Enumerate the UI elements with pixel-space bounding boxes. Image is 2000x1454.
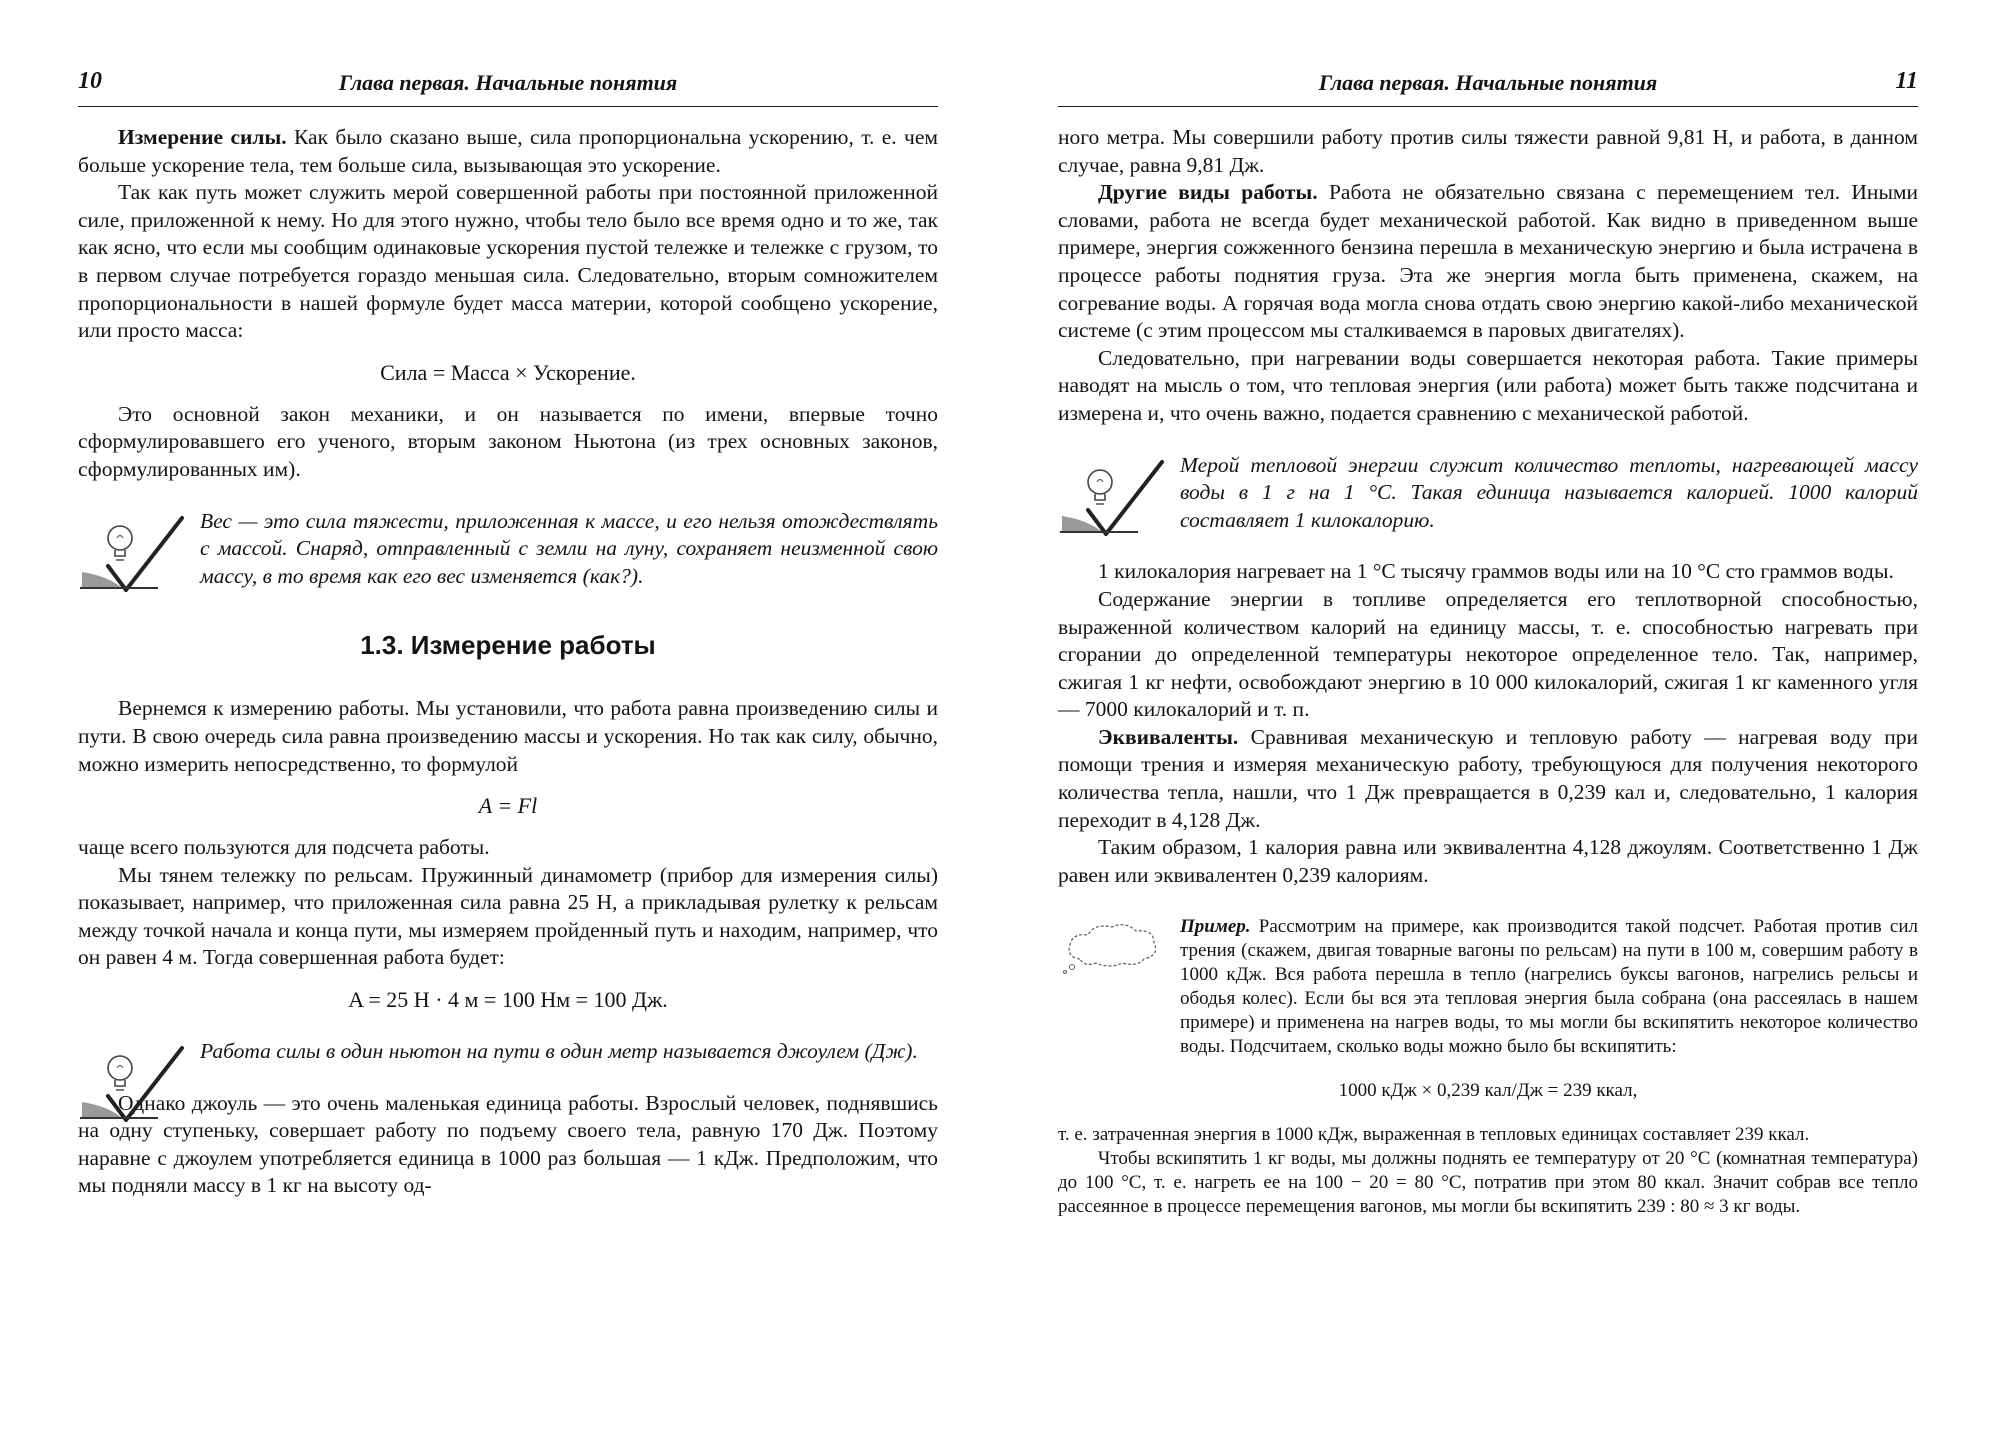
formula-force: Сила = Масса × Ускорение. xyxy=(380,359,636,385)
run-in-heading: Измерение силы. xyxy=(118,125,287,149)
run-in-heading: Эквиваленты. xyxy=(1098,724,1239,749)
note-calorie xyxy=(1058,452,1918,535)
note-weight xyxy=(78,508,938,591)
paragraph-meter: ного метра. Мы совершили работу против силы тяжести равной 9,81 Н, и работа, в данном случае, равна 9,81 Дж. xyxy=(1058,125,1918,177)
paragraph-often: чаще всего пользуются для подсчета работы. xyxy=(78,835,490,860)
left-running-head xyxy=(78,66,938,107)
paragraph-thus: Таким образом, 1 калория равна или эквивалентна 4,128 джоулям. Соответственно 1 Дж равен или эквивалентен 0,239 калориям. xyxy=(1058,835,1918,887)
section-heading: 1.3. Измерение работы xyxy=(360,630,656,661)
run-in-heading: Другие виды работы. xyxy=(1098,180,1318,205)
example-spent: т. е. затраченная энергия в 1000 кДж, выраженная в тепловых единицах составляет 239 ккал. xyxy=(1058,1124,1810,1146)
note-joule-text: Работа силы в один ньютон на пути в один метр называется джоулем (Дж). xyxy=(200,1039,918,1064)
left-page xyxy=(78,0,938,1454)
note-weight-text: Вес — это сила тяжести, приложенная к массе, и его нельзя отождествлять с массой. Снаряд, отправленный с земли на луну, сохраняет неизменной свою массу, в то время как его вес изменяется (как?). xyxy=(200,508,938,588)
right-page-content xyxy=(1058,124,1918,1219)
example-formula: 1000 кДж × 0,239 кал/Дж = 239 ккал, xyxy=(1338,1080,1638,1102)
right-page xyxy=(1058,0,1918,1454)
paragraph-heating: Следовательно, при нагревании воды совершается некоторая работа. Такие примеры наводят на мысль о том, что тепловая энергия (или работа) может быть также подсчитана и измерена и, что очень важно, подается сравнению с механической работой. xyxy=(1058,345,1918,425)
right-running-head xyxy=(1058,66,1918,107)
example-lead: Пример. xyxy=(1180,916,1251,938)
paragraph-kcal: 1 килокалория нагревает на 1 °С тысячу граммов воды или на 10 °С сто граммов воды. xyxy=(1098,559,1894,584)
paragraph-equivalents: Эквиваленты. Сравнивая механическую и тепловую работу — нагревая воду при помощи трения и измеряя механическую работу, требующуюся для получения некоторого количества тепла, нашли, что 1 Дж превращается в 0,239 кал и, следовательно, 1 калория переходит в 4,128 Дж. xyxy=(1058,724,1918,832)
thought-cloud-icon xyxy=(1058,919,1168,975)
formula-work: A = Fl xyxy=(478,793,538,819)
paragraph-pull: Мы тянем тележку по рельсам. Пружинный динамометр (прибор для измерения силы) показывает, например, что приложенная сила равна 25 Н, а прикладывая рулетку к рельсам между точкой начала и конца пути, мы измеряем пройденный путь и находим, например, что он равен 4 м. Тогда совершенная работа будет: xyxy=(78,862,938,970)
example-text: Пример. Рассмотрим на примере, как производится такой подсчет. Работая против сил трения (скажем, двигая товарные вагоны по рельсам) на пути в 100 м, совершим работу в 1000 кДж. Вся работа перешла в тепло (нагрелись буксы вагонов, нагрелись рельсы и ободья колес). Если бы вся эта тепловая энергия была собрана (она рассеялась в нашем примере) и применена на нагрев воды, то мы могли бы вскипятить некоторое количество воды. Подсчитаем, сколько воды можно было бы вскипятить: xyxy=(1180,916,1918,1058)
paragraph-path: Так как путь может служить мерой совершенной работы при постоянной приложенной силе, приложенной к нему. Но для этого нужно, чтобы тело было все время одно и то же, так как ясно, что если мы сообщим одинаковые ускорения пустой тележке и тележке с грузом, то в первом случае потребуется гораздо меньшая сила. Следовательно, вторым сомножителем пропорциональности в нашей формуле будет масса материи, которой сообщено ускорение, или просто масса: xyxy=(78,180,938,343)
lightbulb-check-icon xyxy=(78,1044,186,1122)
example-block xyxy=(1058,915,1918,1219)
formula-work-value: A = 25 Н · 4 м = 100 Нм = 100 Дж. xyxy=(348,987,668,1013)
paragraph-newton: Это основной закон механики, и он называется по имени, впервые точно сформулировавшего его ученого, вторым законом Ньютона (из трех основных законов, сформулированных им). xyxy=(78,401,938,481)
lightbulb-check-icon xyxy=(78,514,186,592)
paragraph-other-work: Другие виды работы. Работа не обязательно связана с перемещением тел. Иными словами, работа не всегда будет механической работой. Как видно в приведенном выше примере, энергия сожженного бензина перешла в механическую энергию и была истрачена в процессе работы поднятия груза. Эта же энергия могла быть применена, скажем, на согревание воды. А горячая вода могла снова отдать свою энергию какой-либо механической системе (с этим процессом мы сталкиваемся в паровых двигателях). xyxy=(1058,180,1918,343)
paragraph-fuel: Содержание энергии в топливе определяется его теплотворной способностью, выраженной количеством калорий на единицу массы, т. е. способностью нагревать при сгорании до определенной температуры некоторое определенное тело. Так, например, сжигая 1 кг нефти, освобождают энергию в 10 000 килокалорий, сжигая 1 кг каменного угля — 7000 килокалорий и т. п. xyxy=(1058,586,1918,722)
left-page-content xyxy=(78,124,938,1200)
paragraph-joule: Однако джоуль — это очень маленькая единица работы. Взрослый человек, поднявшись на одну ступеньку, совершает работу по подъему своего тела, равную 170 Дж. Поэтому наравне с джоулем употребляется единица в 1000 раз большая — 1 кДж. Предположим, что мы подняли массу в 1 кг на высоту од- xyxy=(78,1090,938,1198)
lightbulb-check-icon xyxy=(1058,458,1166,536)
right-chapter-title: Глава первая. Начальные понятия xyxy=(1318,70,1658,95)
left-page-number: 10 xyxy=(78,68,102,94)
paragraph-return: Вернемся к измерению работы. Мы установили, что работа равна произведению силы и пути. В свою очередь сила равна произведению массы и ускорения. Но так как силу, обычно, можно измерить непосредственно, то формулой xyxy=(78,696,938,776)
example-boil: Чтобы вскипятить 1 кг воды, мы должны поднять ее температуру от 20 °С (комнатная температура) до 100 °С, т. е. нагреть ее на 100 − 20 = 80 °С, потратив при этом 80 ккал. Значит собрав все тепло рассеянное в процессе перемещения вагонов, мы могли бы вскипятить 239 : 80 ≈ 3 кг воды. xyxy=(1058,1148,1918,1218)
left-chapter-title: Глава первая. Начальные понятия xyxy=(338,70,678,95)
right-page-number: 11 xyxy=(1895,68,1918,94)
note-joule xyxy=(78,1038,938,1066)
note-calorie-text: Мерой тепловой энергии служит количество теплоты, нагревающей массу воды в 1 г на 1 °С. Такая единица называется калорией. 1000 калорий составляет 1 килокалорию. xyxy=(1180,452,1918,532)
paragraph-force-measurement: Измерение силы. Как было сказано выше, сила пропорциональна ускорению, т. е. чем больше ускорение тела, тем больше сила, вызывающая это ускорение. xyxy=(78,125,939,177)
